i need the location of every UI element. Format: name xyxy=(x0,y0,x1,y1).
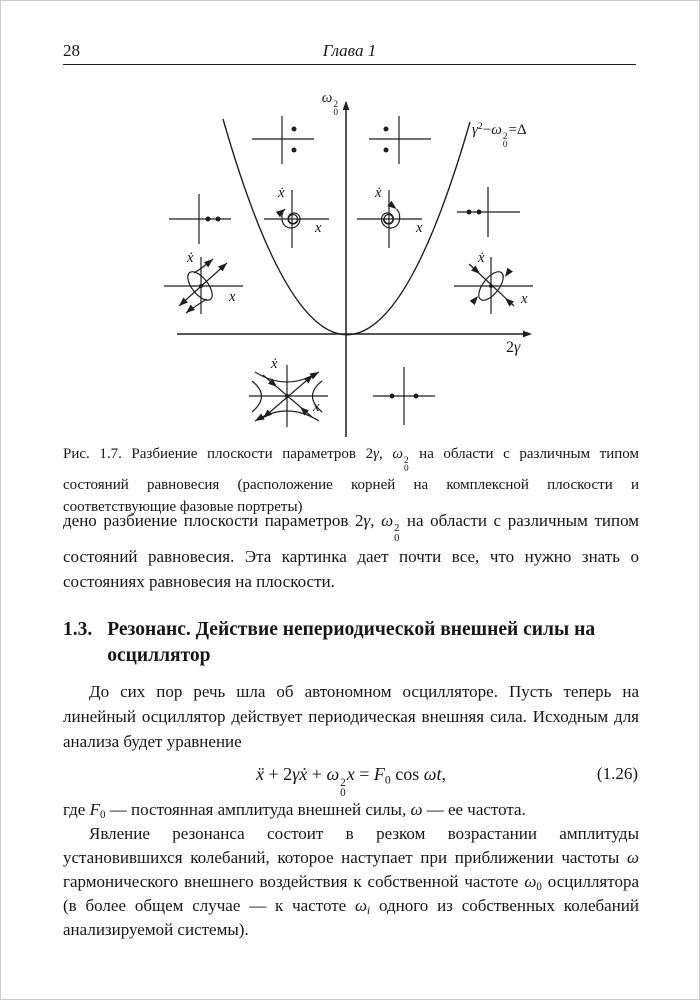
section-heading xyxy=(63,617,639,669)
x-label-node-right: x xyxy=(521,291,528,307)
figure-1-7 xyxy=(1,1,700,461)
phase-stable-focus xyxy=(357,190,422,248)
xdot-label-saddle: ẋ xyxy=(271,356,278,372)
phase-unstable-node xyxy=(164,256,243,315)
roots-mid-left xyxy=(169,194,231,244)
page-number: 28 xyxy=(63,41,80,60)
xdot-label-focus-left: ẋ xyxy=(278,185,285,201)
roots-top-right xyxy=(369,116,431,164)
equation-1-26 xyxy=(63,759,639,800)
paragraph-where: где $F_0$ — постоянная амплитуда внешней силы, ω — ее частота. xyxy=(63,800,526,822)
paragraph-continuation: дено разбиение плоскости параметров 2γ, ω 2 0 на области с различным типом состояний равновесия. Эта картинка дает почти все, что нужно знать о состояниях равновесия на плоскости. xyxy=(63,511,640,592)
section-number: 1.3. xyxy=(63,619,93,640)
x-label-focus-left: x xyxy=(315,220,322,236)
roots-top-left xyxy=(252,116,314,164)
xdot-label-node-left: ẋ xyxy=(187,250,194,266)
y-axis-label: ω 2 0 xyxy=(321,90,338,119)
section-title: Резонанс. Действие непериодической внешней силы на осциллятор xyxy=(107,619,596,666)
paragraph-intro: До сих пор речь шла об автономном осцилляторе. Пусть теперь на линейный осциллятор действует периодическая внешняя сила. Исходным для анализа будет уравнение xyxy=(63,682,639,751)
paragraph-resonance: Явление резонанса состоит в резком возрастании амплитуды установившихся колебаний, которое наступает при приближении частоты ω гармонического внешнего воздействия к собственной частоте $\omega_0$ осциллятора (в более общем случае — к частоте $\omega_i$ одного из собственных колебаний анализируемой системы). xyxy=(63,824,639,939)
boundary-equation-label: $\gamma^2-\omega$ 2 0 =Δ xyxy=(472,121,527,151)
equation-body: ẍ + 2γẋ + ω 2 0 $x = F_0$ cos ωt, xyxy=(256,764,446,800)
roots-mid-right xyxy=(457,187,520,237)
x-axis-label: 2γ xyxy=(506,339,521,356)
x-label-node-left: x xyxy=(229,289,236,305)
xdot-label-node-right: ẋ xyxy=(478,250,485,266)
x-label-focus-right: x xyxy=(416,220,423,236)
xdot-label-focus-right: ẋ xyxy=(375,185,382,201)
parameter-plane-axes xyxy=(177,101,532,437)
figure-caption: Рис. 1.7. Разбиение плоскости параметров 2γ, ω 2 0 на области с различным типом состояний равновесия (расположение корней на комплексной плоскости и соответствующие фазовые портреты) xyxy=(63,446,639,516)
x-label-saddle: x xyxy=(313,399,320,415)
equation-number: (1.26) xyxy=(596,764,638,783)
roots-bottom-right xyxy=(373,367,435,425)
chapter-header: Глава 1 xyxy=(322,41,377,60)
phase-saddle xyxy=(249,365,328,427)
phase-unstable-focus xyxy=(264,190,329,248)
